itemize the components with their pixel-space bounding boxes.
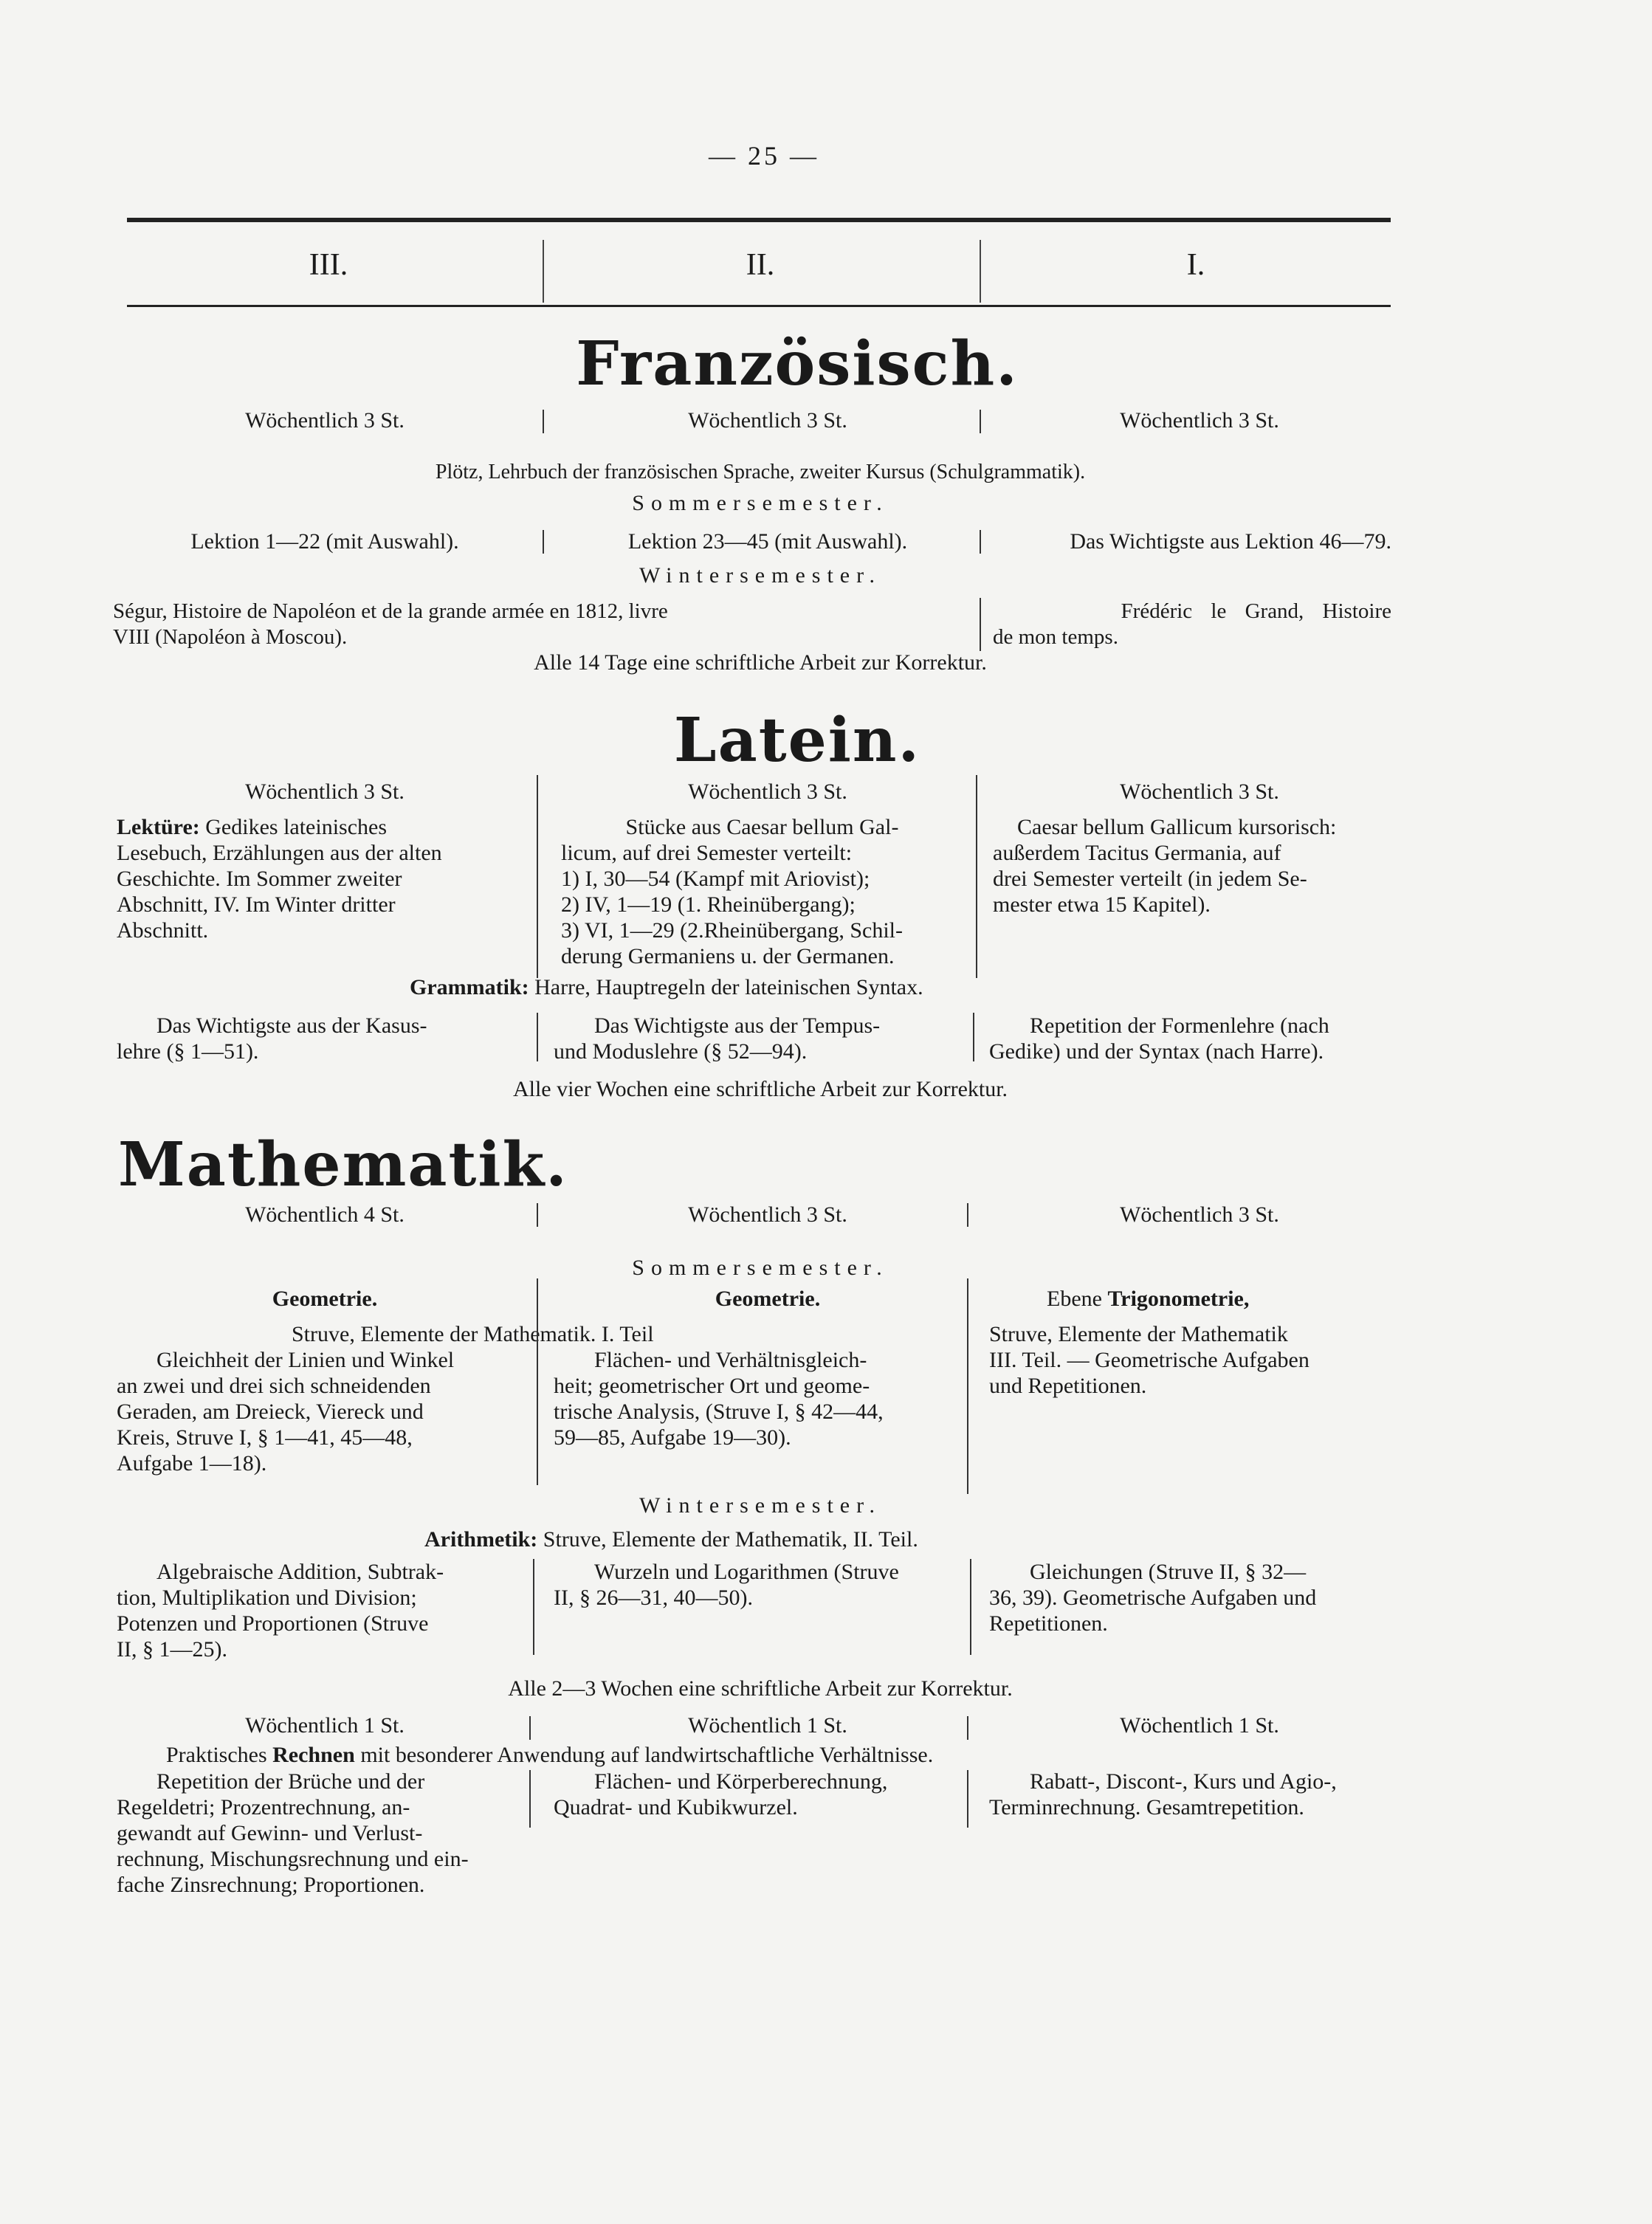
text-line: Gleichungen (Struve II, § 32— bbox=[1030, 1560, 1307, 1584]
text-line: Flächen- und Verhältnisgleich- bbox=[594, 1348, 867, 1372]
hours-I: Wöchentlich 3 St. bbox=[1120, 779, 1279, 804]
text-line: derung Germaniens u. der Germanen. bbox=[561, 944, 895, 968]
text-line: Lektüre: Gedikes lateinisches bbox=[117, 815, 388, 839]
text-line: Repetition der Formenlehre (nach bbox=[1030, 1013, 1329, 1038]
summer-II: Lektion 23—45 (mit Auswahl). bbox=[627, 529, 908, 554]
summer-label: Sommersemester. bbox=[632, 1256, 889, 1280]
text-line: 2) IV, 1—19 (1. Rheinübergang); bbox=[561, 892, 856, 917]
column-divider bbox=[537, 1013, 538, 1061]
lektuere-label: Lektüre: bbox=[117, 815, 200, 839]
text-line: 59—85, Aufgabe 19—30). bbox=[554, 1425, 791, 1450]
text-line: trische Analysis, (Struve I, § 42—44, bbox=[554, 1400, 884, 1424]
column-divider bbox=[980, 530, 981, 554]
rechnen-line bbox=[166, 1742, 933, 1768]
text-line: Terminrechnung. Gesamtrepetition. bbox=[989, 1795, 1304, 1820]
text-line: Gleichheit der Linien und Winkel bbox=[156, 1348, 455, 1372]
text-line: gewandt auf Gewinn- und Verlust- bbox=[117, 1821, 423, 1845]
column-divider bbox=[537, 1203, 538, 1227]
textbook: Plötz, Lehrbuch der französischen Sprache, zweiter Kursus (Schulgrammatik). bbox=[435, 461, 1086, 483]
text-line: Aufgabe 1—18). bbox=[117, 1451, 267, 1476]
text-line: Lesebuch, Erzählungen aus der alten bbox=[117, 841, 442, 865]
summer-label: Sommersemester. bbox=[632, 491, 889, 515]
text-line: Potenzen und Proportionen (Struve bbox=[117, 1611, 429, 1636]
text-line: Gedike) und der Syntax (nach Harre). bbox=[989, 1039, 1324, 1064]
winter-label: Wintersemester. bbox=[639, 1493, 881, 1518]
hours-III: Wöchentlich 1 St. bbox=[245, 1713, 405, 1738]
text-line: Repetitionen. bbox=[989, 1611, 1108, 1636]
text-line: Quadrat- und Kubikwurzel. bbox=[554, 1795, 798, 1820]
winter-left-line: VIII (Napoléon à Moscou). bbox=[113, 625, 348, 649]
text-line: Struve, Elemente der Mathematik bbox=[989, 1322, 1288, 1346]
text-line: II, § 26—31, 40—50). bbox=[554, 1586, 753, 1610]
hours-III: Wöchentlich 4 St. bbox=[245, 1202, 405, 1227]
struve-line: Struve, Elemente der Mathematik. I. Teil bbox=[292, 1322, 654, 1346]
text-line: Wurzeln und Logarithmen (Struve bbox=[594, 1560, 899, 1584]
text-line: tion, Multiplikation und Division; bbox=[117, 1586, 417, 1610]
text-line: Regeldetri; Prozentrechnung, an- bbox=[117, 1795, 410, 1820]
column-divider bbox=[529, 1716, 531, 1740]
winter-right-line: Frédéric le Grand, Histoire bbox=[1121, 599, 1391, 623]
text-line: an zwei und drei sich schneidenden bbox=[117, 1374, 431, 1398]
grammatik-label: Grammatik: bbox=[410, 975, 529, 999]
text-line: Das Wichtigste aus der Tempus- bbox=[594, 1013, 881, 1038]
text-line: 3) VI, 1—29 (2.Rheinübergang, Schil- bbox=[561, 918, 903, 943]
column-divider bbox=[967, 1203, 968, 1227]
column-divider bbox=[543, 410, 544, 433]
hours-III: Wöchentlich 3 St. bbox=[245, 779, 405, 804]
text-line: heit; geometrischer Ort und geome- bbox=[554, 1374, 870, 1398]
hours-II: Wöchentlich 1 St. bbox=[688, 1713, 847, 1738]
text-line: Das Wichtigste aus der Kasus- bbox=[156, 1013, 427, 1038]
column-head-II: II. bbox=[746, 248, 775, 282]
trigonometrie-heading bbox=[1047, 1286, 1249, 1312]
text-line: Abschnitt, IV. Im Winter dritter bbox=[117, 892, 396, 917]
column-divider bbox=[533, 1559, 534, 1655]
hours-II: Wöchentlich 3 St. bbox=[688, 779, 847, 804]
text-line: außerdem Tacitus Germania, auf bbox=[993, 841, 1281, 865]
text-line: licum, auf drei Semester verteilt: bbox=[561, 841, 853, 865]
header-rule bbox=[127, 305, 1391, 307]
winter-label: Wintersemester. bbox=[639, 563, 881, 588]
text-line: drei Semester verteilt (in jedem Se- bbox=[993, 867, 1307, 891]
text-line: II, § 1—25). bbox=[117, 1637, 227, 1662]
section-title-latein: Latein. bbox=[673, 705, 921, 776]
geometrie-label: Geometrie. bbox=[272, 1287, 378, 1311]
column-divider bbox=[529, 1770, 531, 1828]
text-line: Geschichte. Im Sommer zweiter bbox=[117, 867, 402, 891]
text-line: fache Zinsrechnung; Proportionen. bbox=[117, 1873, 425, 1897]
column-divider bbox=[543, 530, 544, 554]
section-title-mathematik: Mathematik. bbox=[118, 1129, 568, 1200]
text-line: 36, 39). Geometrische Aufgaben und bbox=[989, 1586, 1317, 1610]
arithmetik-text: Struve, Elemente der Mathematik, II. Teil. bbox=[543, 1527, 918, 1552]
text-line: rechnung, Mischungsrechnung und ein- bbox=[117, 1847, 469, 1871]
arithmetik-label: Arithmetik: bbox=[424, 1527, 538, 1552]
column-head-III: III. bbox=[309, 248, 348, 282]
grammatik-line bbox=[410, 974, 923, 1000]
trigonometrie-label: Trigonometrie, bbox=[1107, 1287, 1250, 1311]
hours-II: Wöchentlich 3 St. bbox=[688, 408, 847, 433]
hours-III: Wöchentlich 3 St. bbox=[245, 408, 405, 433]
text-line: Abschnitt. bbox=[117, 918, 209, 943]
text-line: und Moduslehre (§ 52—94). bbox=[554, 1039, 808, 1064]
summer-I: Das Wichtigste aus Lektion 46—79. bbox=[1070, 529, 1391, 554]
column-divider bbox=[976, 775, 977, 978]
column-divider bbox=[537, 1278, 538, 1485]
text-line: Flächen- und Körperberechnung, bbox=[594, 1769, 888, 1794]
rechnen-label: Rechnen bbox=[272, 1743, 355, 1767]
column-divider bbox=[980, 410, 981, 433]
header-divider bbox=[543, 240, 544, 303]
column-divider bbox=[967, 1716, 968, 1740]
column-divider bbox=[980, 598, 981, 651]
text-line: 1) I, 30—54 (Kampf mit Ariovist); bbox=[561, 867, 870, 891]
rechnen-text: mit besonderer Anwendung auf landwirtschaftliche Verhältnisse. bbox=[360, 1743, 934, 1767]
column-divider bbox=[967, 1770, 968, 1828]
rechnen-pre: Praktisches bbox=[166, 1743, 267, 1767]
header-divider bbox=[980, 240, 981, 303]
column-head-I: I. bbox=[1186, 248, 1205, 282]
section-title-franzoesisch: Französisch. bbox=[576, 328, 1019, 399]
text-line: mester etwa 15 Kapitel). bbox=[993, 892, 1211, 917]
column-divider bbox=[967, 1278, 968, 1494]
text-line: Rabatt-, Discont-, Kurs und Agio-, bbox=[1030, 1769, 1337, 1794]
page-number: — 25 — bbox=[709, 141, 819, 171]
hours-II: Wöchentlich 3 St. bbox=[688, 1202, 847, 1227]
text-line: III. Teil. — Geometrische Aufgaben bbox=[989, 1348, 1309, 1372]
text-line: und Repetitionen. bbox=[989, 1374, 1147, 1398]
column-divider bbox=[970, 1559, 971, 1655]
top-rule bbox=[127, 218, 1391, 222]
hours-I: Wöchentlich 3 St. bbox=[1120, 1202, 1279, 1227]
note-mathematik: Alle 2—3 Wochen eine schriftliche Arbeit zur Korrektur. bbox=[508, 1676, 1013, 1701]
winter-left-line: Ségur, Histoire de Napoléon et de la grande armée en 1812, livre bbox=[113, 599, 668, 623]
text-line: lehre (§ 1—51). bbox=[117, 1039, 259, 1064]
note-franzoesisch: Alle 14 Tage eine schriftliche Arbeit zur Korrektur. bbox=[534, 650, 987, 675]
text-line: Stücke aus Caesar bellum Gal- bbox=[625, 815, 899, 839]
column-divider bbox=[537, 775, 538, 978]
text-line: Geraden, am Dreieck, Viereck und bbox=[117, 1400, 424, 1424]
text-line: Caesar bellum Gallicum kursorisch: bbox=[1017, 815, 1337, 839]
text-line: Algebraische Addition, Subtrak- bbox=[156, 1560, 444, 1584]
column-divider bbox=[973, 1013, 974, 1061]
hours-I: Wöchentlich 1 St. bbox=[1120, 1713, 1279, 1738]
note-latein: Alle vier Wochen eine schriftliche Arbeit zur Korrektur. bbox=[512, 1077, 1008, 1101]
geometrie-label: Geometrie. bbox=[715, 1287, 821, 1311]
arithmetik-line bbox=[424, 1526, 918, 1552]
ebene-label: Ebene bbox=[1047, 1287, 1102, 1311]
text-line: Repetition der Brüche und der bbox=[156, 1769, 425, 1794]
grammatik-text: Harre, Hauptregeln der lateinischen Syntax. bbox=[534, 975, 923, 999]
summer-III: Lektion 1—22 (mit Auswahl). bbox=[190, 529, 459, 554]
hours-I: Wöchentlich 3 St. bbox=[1120, 408, 1279, 433]
text-line: Kreis, Struve I, § 1—41, 45—48, bbox=[117, 1425, 413, 1450]
winter-right-line: de mon temps. bbox=[993, 625, 1118, 649]
